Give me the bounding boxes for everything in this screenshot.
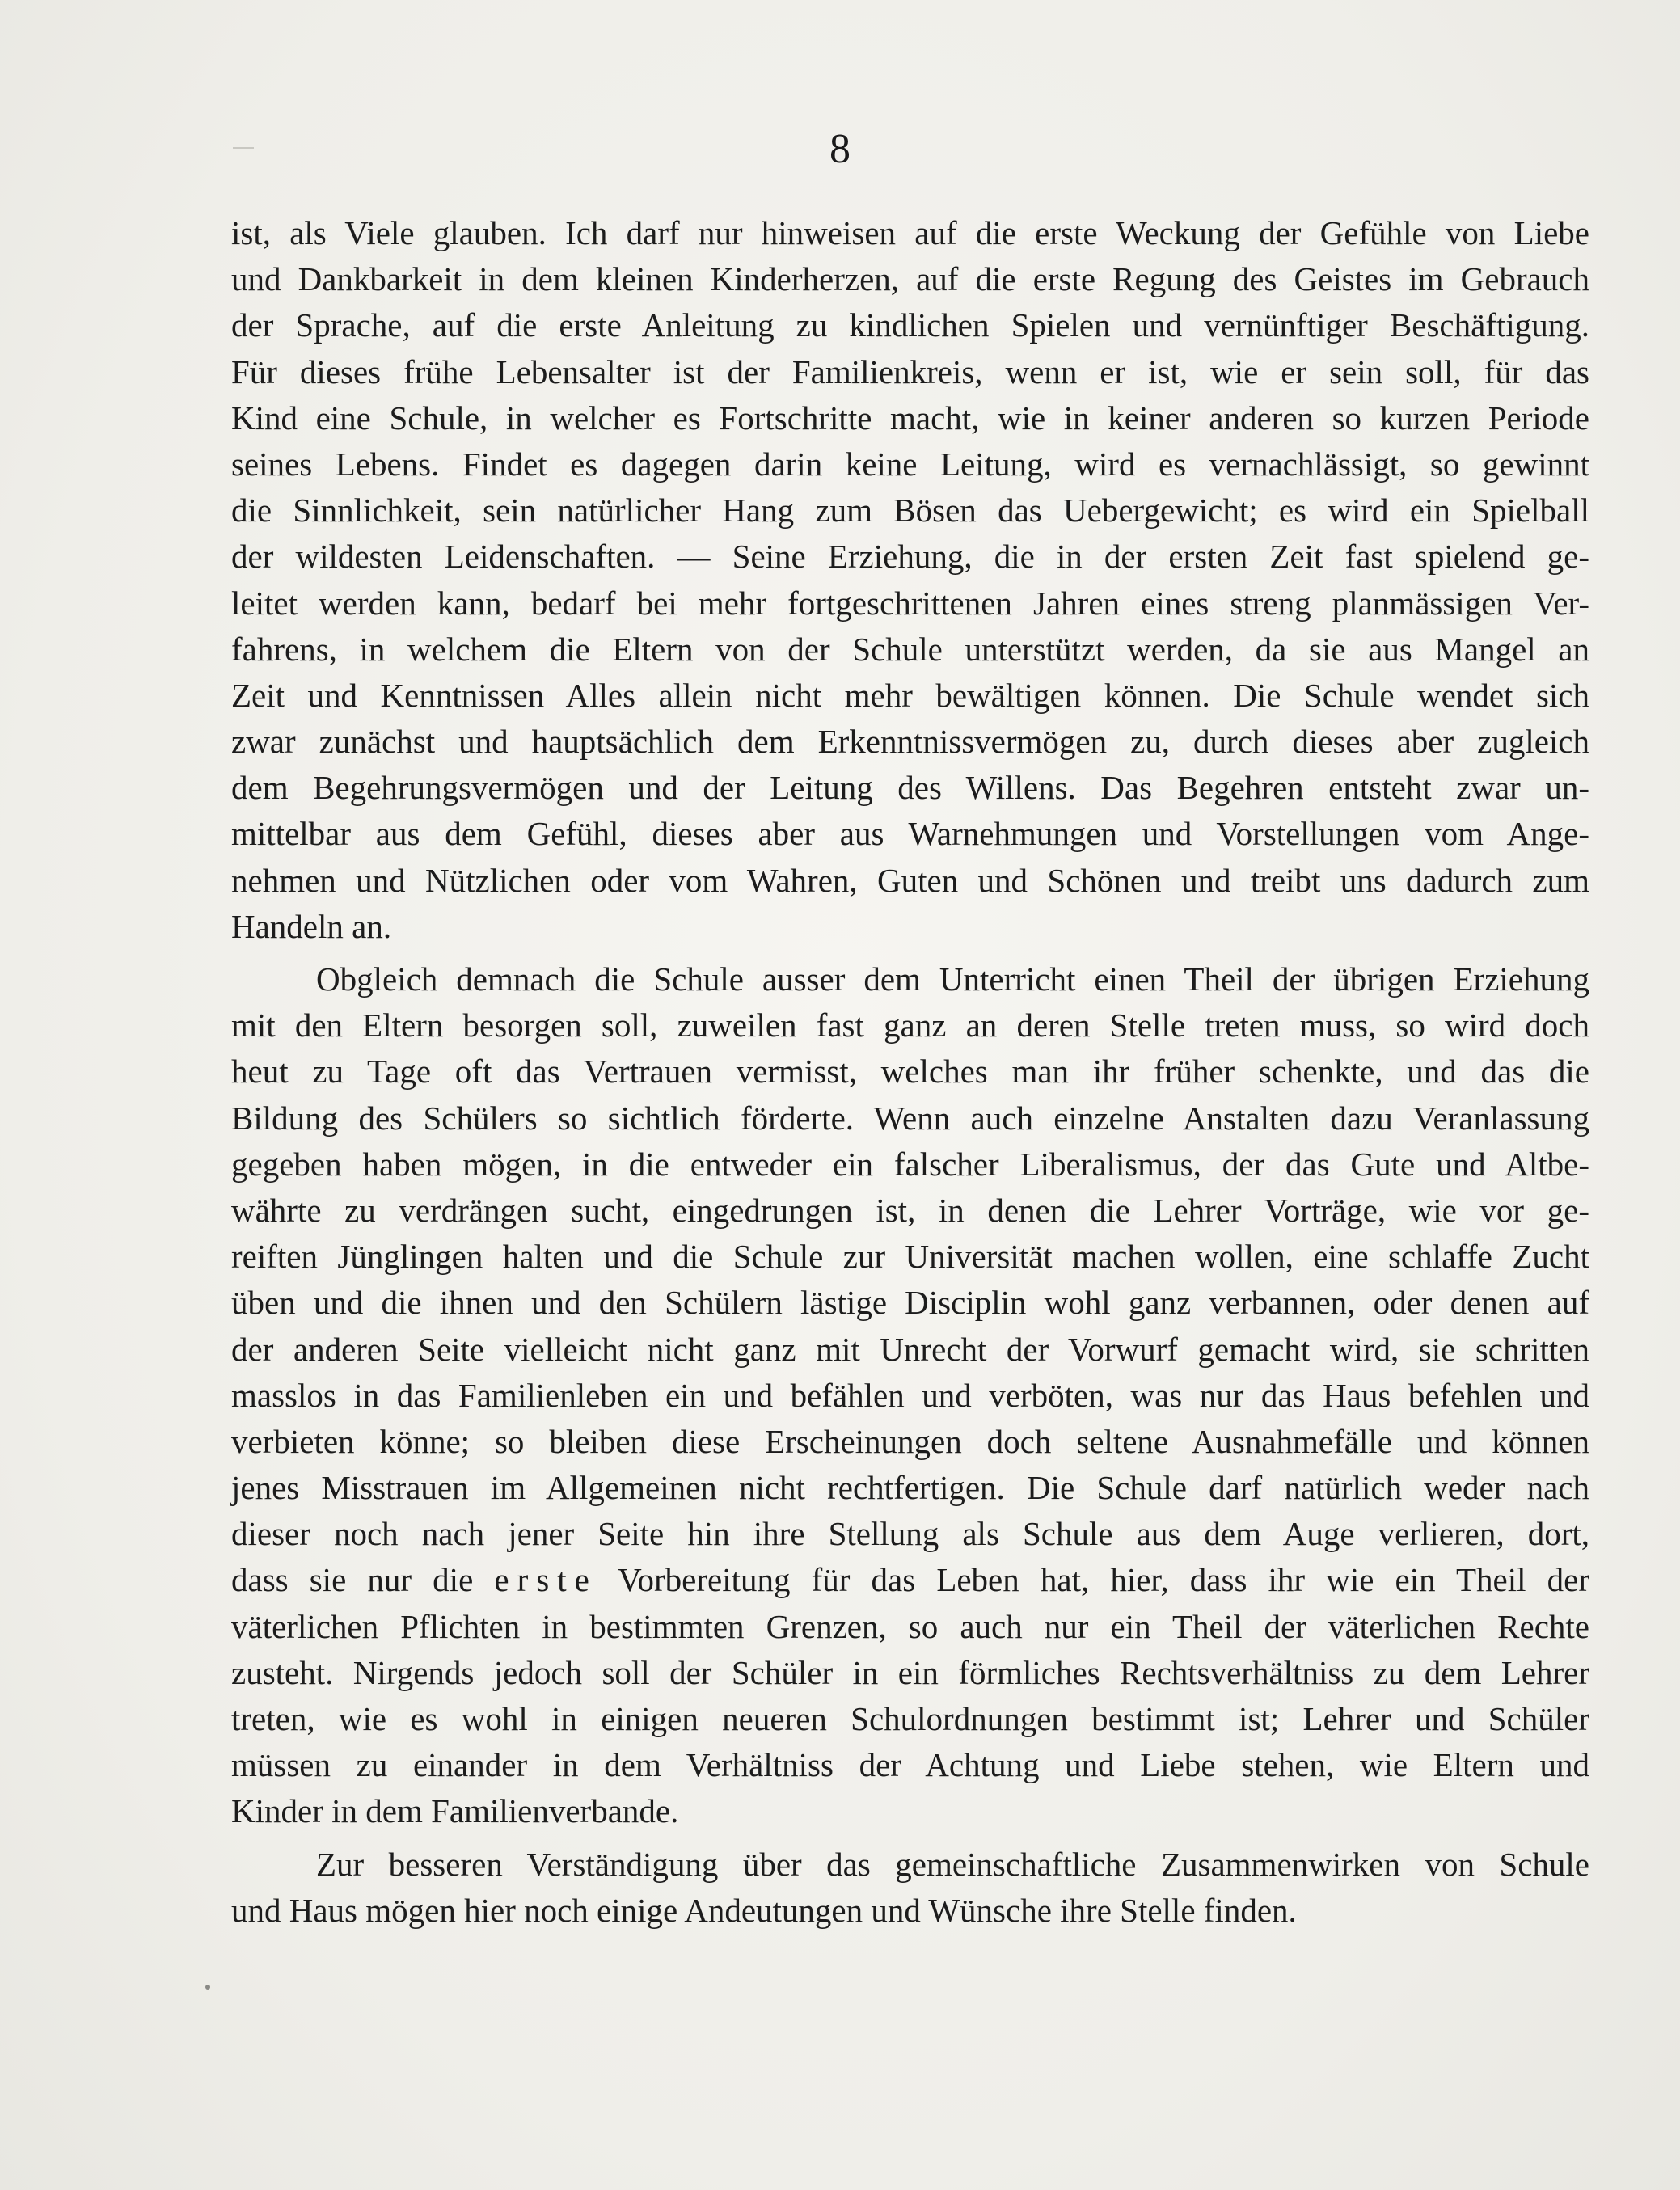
text-line: väterlichen Pflichten in bestimmten Grenzen, so auch nur ein Theil der väterlichen Rechte	[231, 1607, 1589, 1645]
text-line: währte zu verdrängen sucht, eingedrungen ist, in denen die Lehrer Vorträge, wie vor ge-	[231, 1191, 1589, 1229]
text-line: und Haus mögen hier noch einige Andeutungen und Wünsche ihre Stelle finden.	[231, 1891, 1297, 1929]
text-line: ist, als Viele glauben. Ich darf nur hinweisen auf die erste Weckung der Gefühle von Liebe	[231, 214, 1589, 251]
page-number: 8	[829, 126, 851, 172]
text-fragment: dass sie nur die	[231, 1561, 495, 1599]
text-line: gegeben haben mögen, in die entweder ein falscher Liberalismus, der das Gute und Altbe-	[231, 1145, 1589, 1183]
spaced-emphasis: erste	[494, 1561, 597, 1599]
text-line: mittelbar aus dem Gefühl, dieses aber aus Warnehmungen und Vorstellungen vom Ange-	[231, 815, 1589, 853]
text-line: jenes Misstrauen im Allgemeinen nicht rechtfertigen. Die Schule darf natürlich weder nach	[231, 1469, 1589, 1507]
paragraph-3	[231, 1842, 1589, 1934]
text-line: mit den Eltern besorgen soll, zuweilen fast ganz an deren Stelle treten muss, so wird doch	[231, 1006, 1589, 1044]
text-line: und Dankbarkeit in dem kleinen Kinderherzen, auf die erste Regung des Geistes im Gebrauch	[231, 260, 1589, 298]
text-line: dieser noch nach jener Seite hin ihre Stellung als Schule aus dem Auge verlieren, dort,	[231, 1515, 1589, 1553]
text-line: zusteht. Nirgends jedoch soll der Schüler in ein förmliches Rechtsverhältniss zu dem Lehrer	[231, 1653, 1589, 1691]
text-line: die Sinnlichkeit, sein natürlicher Hang zum Bösen das Uebergewicht; es wird ein Spielball	[231, 492, 1589, 530]
text-line: müssen zu einander in dem Verhältniss der Achtung und Liebe stehen, wie Eltern und	[231, 1746, 1589, 1784]
text-line: Handeln an.	[231, 907, 392, 945]
paragraph-gap	[231, 950, 1589, 956]
text-line: zwar zunächst und hauptsächlich dem Erkenntnissvermögen zu, durch dieses aber zugleich	[231, 723, 1589, 761]
text-line: reiften Jünglingen halten und die Schule zur Universität machen wollen, eine schlaffe Zucht	[231, 1238, 1589, 1276]
text-line: fahrens, in welchem die Eltern von der Schule unterstützt werden, da sie aus Mangel an	[231, 630, 1589, 668]
text-line: verbieten könne; so bleiben diese Erscheinungen doch seltene Ausnahmefälle und können	[231, 1422, 1589, 1460]
text-line: heut zu Tage oft das Vertrauen vermisst, welches man ihr früher schenkte, und das die	[231, 1053, 1589, 1091]
text-line: Kind eine Schule, in welcher es Fortschritte macht, wie in keiner anderen so kurzen Periode	[231, 399, 1589, 437]
text-fragment: Vorbereitung für das Leben hat, hier, dass ihr wie ein Theil der	[597, 1561, 1589, 1599]
text-line: Bildung des Schülers so sichtlich förderte. Wenn auch einzelne Anstalten dazu Veranlassung	[231, 1099, 1589, 1137]
text-line: Kinder in dem Familienverbande.	[231, 1792, 679, 1830]
text-line: Für dieses frühe Lebensalter ist der Familienkreis, wenn er ist, wie er sein soll, für das	[231, 352, 1589, 390]
text-line: üben und die ihnen und den Schülern lästige Disciplin wohl ganz verbannen, oder denen auf	[231, 1284, 1589, 1322]
text-line: Obgleich demnach die Schule ausser dem Unterricht einen Theil der übrigen Erziehung	[316, 960, 1589, 998]
text-line: treten, wie es wohl in einigen neueren Schulordnungen bestimmt ist; Lehrer und Schüler	[231, 1700, 1589, 1737]
page-speck	[205, 1985, 210, 1990]
text-line: der anderen Seite vielleicht nicht ganz mit Unrecht der Vorwurf gemacht wird, sie schritten	[231, 1330, 1589, 1368]
text-line: masslos in das Familienleben ein und befählen und verböten, was nur das Haus befehlen und	[231, 1376, 1589, 1414]
text-line: leitet werden kann, bedarf bei mehr fortgeschrittenen Jahren eines streng planmässigen Ver-	[231, 584, 1589, 622]
text-line-emphasis	[231, 1557, 1589, 1603]
text-line: der Sprache, auf die erste Anleitung zu kindlichen Spielen und vernünftiger Beschäftigung.	[231, 306, 1589, 344]
text-line: Zur besseren Verständigung über das gemeinschaftliche Zusammenwirken von Schule	[316, 1845, 1589, 1883]
text-line: dem Begehrungsvermögen und der Leitung des Willens. Das Begehren entsteht zwar un-	[231, 769, 1589, 807]
body-text	[231, 210, 1589, 1934]
text-line: seines Lebens. Findet es dagegen darin keine Leitung, wird es vernachlässigt, so gewinnt	[231, 445, 1589, 483]
text-line: der wildesten Leidenschaften. — Seine Erziehung, die in der ersten Zeit fast spielend ge-	[231, 538, 1589, 576]
text-line: nehmen und Nützlichen oder vom Wahren, Guten und Schönen und treibt uns dadurch zum	[231, 861, 1589, 899]
text-line: Zeit und Kenntnissen Alles allein nicht mehr bewältigen können. Die Schule wendet sich	[231, 676, 1589, 714]
paragraph-gap	[231, 1835, 1589, 1842]
paragraph-1	[231, 210, 1589, 950]
paragraph-2	[231, 956, 1589, 1835]
